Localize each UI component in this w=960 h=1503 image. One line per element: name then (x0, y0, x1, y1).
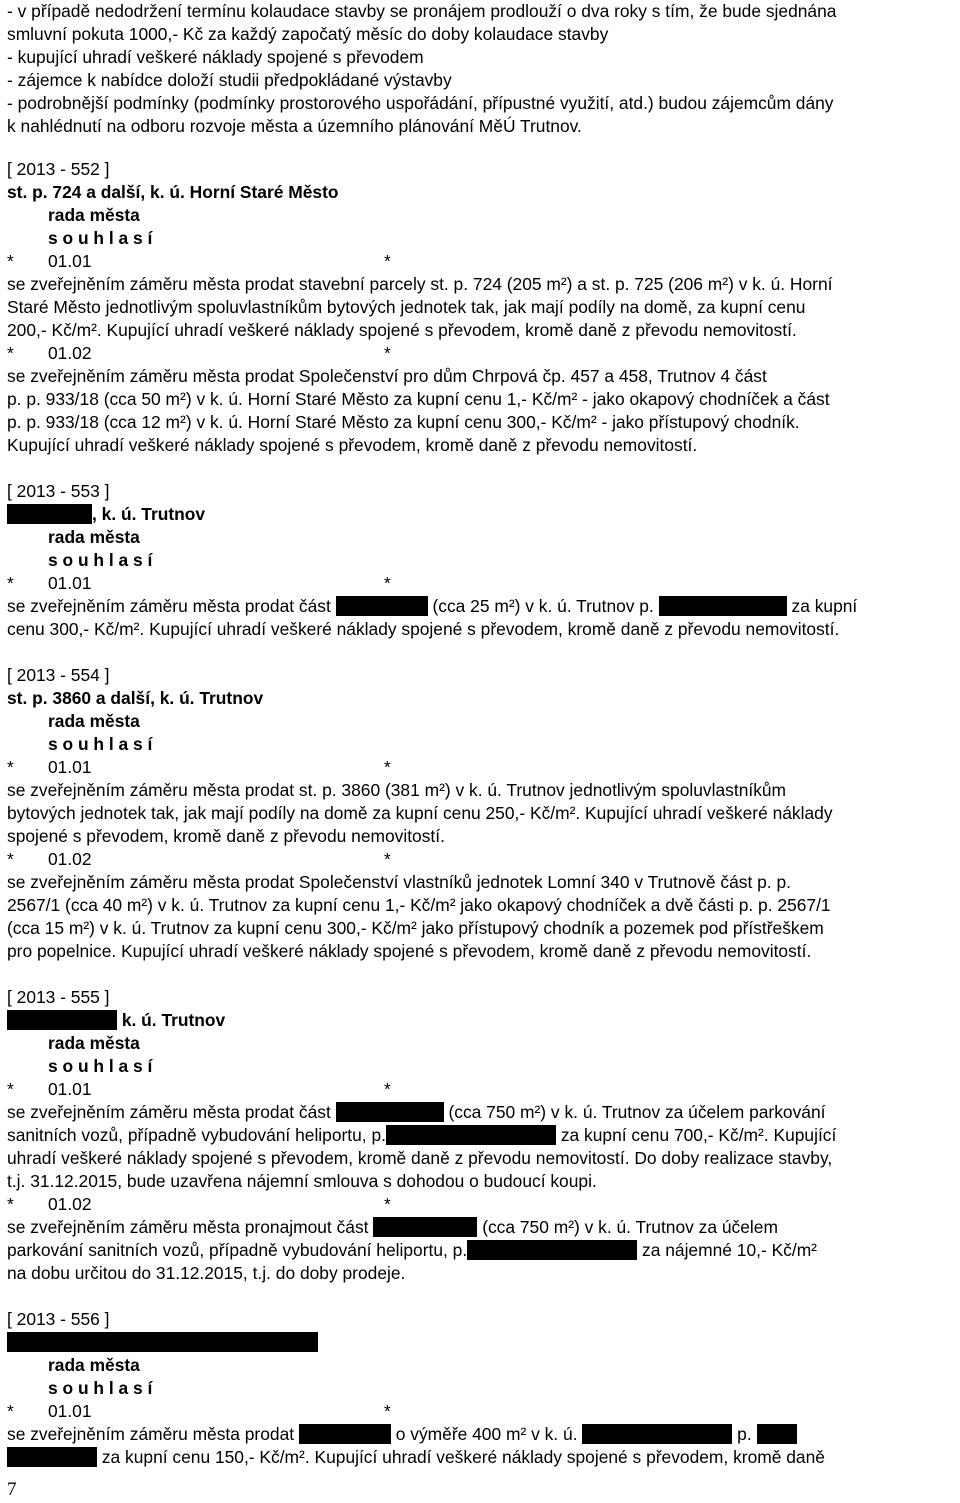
item-marker-star: * (384, 757, 391, 777)
intro-line: smluvní pokuta 1000,- Kč za každý započatý měsíc do doby kolaudace stavby (7, 24, 609, 44)
consent-label: s o u h l a s í (48, 1378, 153, 1398)
consent-label: s o u h l a s í (48, 1056, 153, 1076)
redaction-block (386, 1125, 556, 1145)
item-marker-star: * (7, 343, 14, 363)
redaction-block (582, 1424, 732, 1444)
redaction-block (659, 596, 787, 616)
item-marker-star: * (384, 343, 391, 363)
redaction-block (757, 1424, 797, 1444)
item-number: 01.02 (48, 849, 92, 869)
council-label: rada města (48, 527, 140, 547)
item-marker-star: * (7, 251, 14, 271)
resolution-heading-554: st. p. 3860 a další, k. ú. Trutnov (7, 688, 264, 708)
item-marker-star: * (7, 1401, 14, 1421)
resolution-ref-555: [ 2013 - 555 ] (7, 987, 110, 1007)
intro-line: - v případě nedodržení termínu kolaudace stavby se pronájem prodlouží o dva roky s tím, že bude sjednána (7, 1, 837, 21)
redaction-block (299, 1424, 391, 1444)
consent-label: s o u h l a s í (48, 550, 153, 570)
item-marker-star: * (7, 1079, 14, 1099)
paragraph-line: Kupující uhradí veškeré náklady spojené s převodem, kromě daně z převodu nemovitostí. (7, 435, 698, 455)
page-number: 7 (7, 1479, 17, 1500)
redaction-block (7, 504, 92, 524)
resolution-heading-556 (7, 1331, 318, 1353)
council-label: rada města (48, 711, 140, 731)
consent-label: s o u h l a s í (48, 734, 153, 754)
paragraph-line: 2567/1 (cca 40 m²) v k. ú. Trutnov za kupní cenu 1,- Kč/m² jako okapový chodníček a dvě části p. p. 2567/1 (7, 895, 831, 915)
paragraph-line: parkování sanitních vozů, případně vybudování heliportu, p. za nájemné 10,- Kč/m² (7, 1240, 817, 1260)
paragraph-line: sanitních vozů, případně vybudování heliportu, p. za kupní cenu 700,- Kč/m². Kupující (7, 1125, 837, 1145)
paragraph-line: se zveřejněním záměru města prodat část (cca 750 m²) v k. ú. Trutnov za účelem parkování (7, 1102, 826, 1122)
council-label: rada města (48, 1355, 140, 1375)
paragraph-line: se zveřejněním záměru města prodat část (cca 25 m²) v k. ú. Trutnov p. za kupní (7, 596, 858, 616)
resolution-heading-552: st. p. 724 a další, k. ú. Horní Staré Město (7, 182, 339, 202)
paragraph-line: p. p. 933/18 (cca 12 m²) v k. ú. Horní Staré Město za kupní cenu 300,- Kč/m² - jako přístupový chodník. (7, 412, 800, 432)
paragraph-line: uhradí veškeré náklady spojené s převodem, kromě daně z převodu nemovitostí. Do doby realizace stavby, (7, 1148, 833, 1168)
council-label: rada města (48, 205, 140, 225)
paragraph-line: se zveřejněním záměru města prodat stavební parcely st. p. 724 (205 m²) a st. p. 725 (206 m²) v k. ú. Horní (7, 274, 833, 294)
paragraph-line: na dobu určitou do 31.12.2015, t.j. do doby prodeje. (7, 1263, 406, 1283)
item-marker-star: * (7, 573, 14, 593)
resolution-heading-553: , k. ú. Trutnov (7, 503, 205, 525)
item-number: 01.01 (48, 1401, 92, 1421)
paragraph-line: cenu 300,- Kč/m². Kupující uhradí veškeré náklady spojené s převodem, kromě daně z převodu nemovitostí. (7, 619, 840, 639)
paragraph-line: bytových jednotek tak, jak mají podíly na domě za kupní cenu 250,- Kč/m². Kupující uhradí veškeré náklady (7, 803, 833, 823)
item-marker-star: * (384, 849, 391, 869)
consent-label: s o u h l a s í (48, 228, 153, 248)
redaction-block (467, 1240, 637, 1260)
intro-line: - podrobnější podmínky (podmínky prostorového uspořádání, přípustné využití, atd.) budou zájemcům dány (7, 93, 834, 113)
item-number: 01.01 (48, 757, 92, 777)
paragraph-line: se zveřejněním záměru města prodat o výměře 400 m² v k. ú. p. (7, 1423, 797, 1445)
item-marker-star: * (384, 1079, 391, 1099)
paragraph-line: za kupní cenu 150,- Kč/m². Kupující uhradí veškeré náklady spojené s převodem, kromě daně (7, 1446, 825, 1468)
item-marker-star: * (7, 757, 14, 777)
paragraph-line: se zveřejněním záměru města prodat st. p. 3860 (381 m²) v k. ú. Trutnov jednotlivým spoluvlastníkům (7, 780, 787, 800)
redaction-block (336, 596, 428, 616)
paragraph-line: Staré Město jednotlivým spoluvlastníkům bytových jednotek tak, jak mají podíly na domě, za kupní cenu (7, 297, 806, 317)
paragraph-line: spojené s převodem, kromě daně z převodu nemovitostí. (7, 826, 445, 846)
item-marker-star: * (384, 573, 391, 593)
intro-line: - zájemce k nabídce doloží studii předpokládané výstavby (7, 70, 452, 90)
item-marker-star: * (7, 849, 14, 869)
paragraph-line: t.j. 31.12.2015, bude uzavřena nájemní smlouva s dohodou o budoucí koupi. (7, 1171, 597, 1191)
paragraph-line: (cca 15 m²) v k. ú. Trutnov za kupní cenu 300,- Kč/m² jako přístupový chodník a pozemek pod přístřeškem (7, 918, 824, 938)
resolution-ref-552: [ 2013 - 552 ] (7, 159, 110, 179)
item-number: 01.01 (48, 573, 92, 593)
intro-line: k nahlédnutí na odboru rozvoje města a územního plánování MěÚ Trutnov. (7, 116, 582, 136)
redaction-block (7, 1447, 97, 1467)
paragraph-line: se zveřejněním záměru města prodat Společenství pro dům Chrpová čp. 457 a 458, Trutnov 4 část (7, 366, 767, 386)
item-marker-star: * (384, 1401, 391, 1421)
item-number: 01.02 (48, 343, 92, 363)
redaction-block (336, 1102, 444, 1122)
item-marker-star: * (384, 1194, 391, 1214)
item-marker-star: * (384, 251, 391, 271)
paragraph-line: pro popelnice. Kupující uhradí veškeré náklady spojené s převodem, kromě daně z převodu nemovitostí. (7, 941, 812, 961)
item-number: 01.01 (48, 1079, 92, 1099)
paragraph-line: p. p. 933/18 (cca 50 m²) v k. ú. Horní Staré Město za kupní cenu 1,- Kč/m² - jako okapový chodníček a část (7, 389, 830, 409)
redaction-block (7, 1332, 318, 1352)
item-number: 01.01 (48, 251, 92, 271)
paragraph-line: se zveřejněním záměru města prodat Společenství vlastníků jednotek Lomní 340 v Trutnově část p. p. (7, 872, 791, 892)
redaction-block (7, 1010, 117, 1030)
resolution-heading-555: k. ú. Trutnov (7, 1009, 225, 1031)
resolution-ref-553: [ 2013 - 553 ] (7, 481, 110, 501)
council-label: rada města (48, 1033, 140, 1053)
item-number: 01.02 (48, 1194, 92, 1214)
resolution-ref-554: [ 2013 - 554 ] (7, 665, 110, 685)
item-marker-star: * (7, 1194, 14, 1214)
paragraph-line: se zveřejněním záměru města pronajmout část (cca 750 m²) v k. ú. Trutnov za účelem (7, 1217, 778, 1237)
paragraph-line: 200,- Kč/m². Kupující uhradí veškeré náklady spojené s převodem, kromě daně z převodu nemovitostí. (7, 320, 797, 340)
redaction-block (373, 1217, 477, 1237)
intro-line: - kupující uhradí veškeré náklady spojené s převodem (7, 47, 424, 67)
resolution-ref-556: [ 2013 - 556 ] (7, 1309, 110, 1329)
